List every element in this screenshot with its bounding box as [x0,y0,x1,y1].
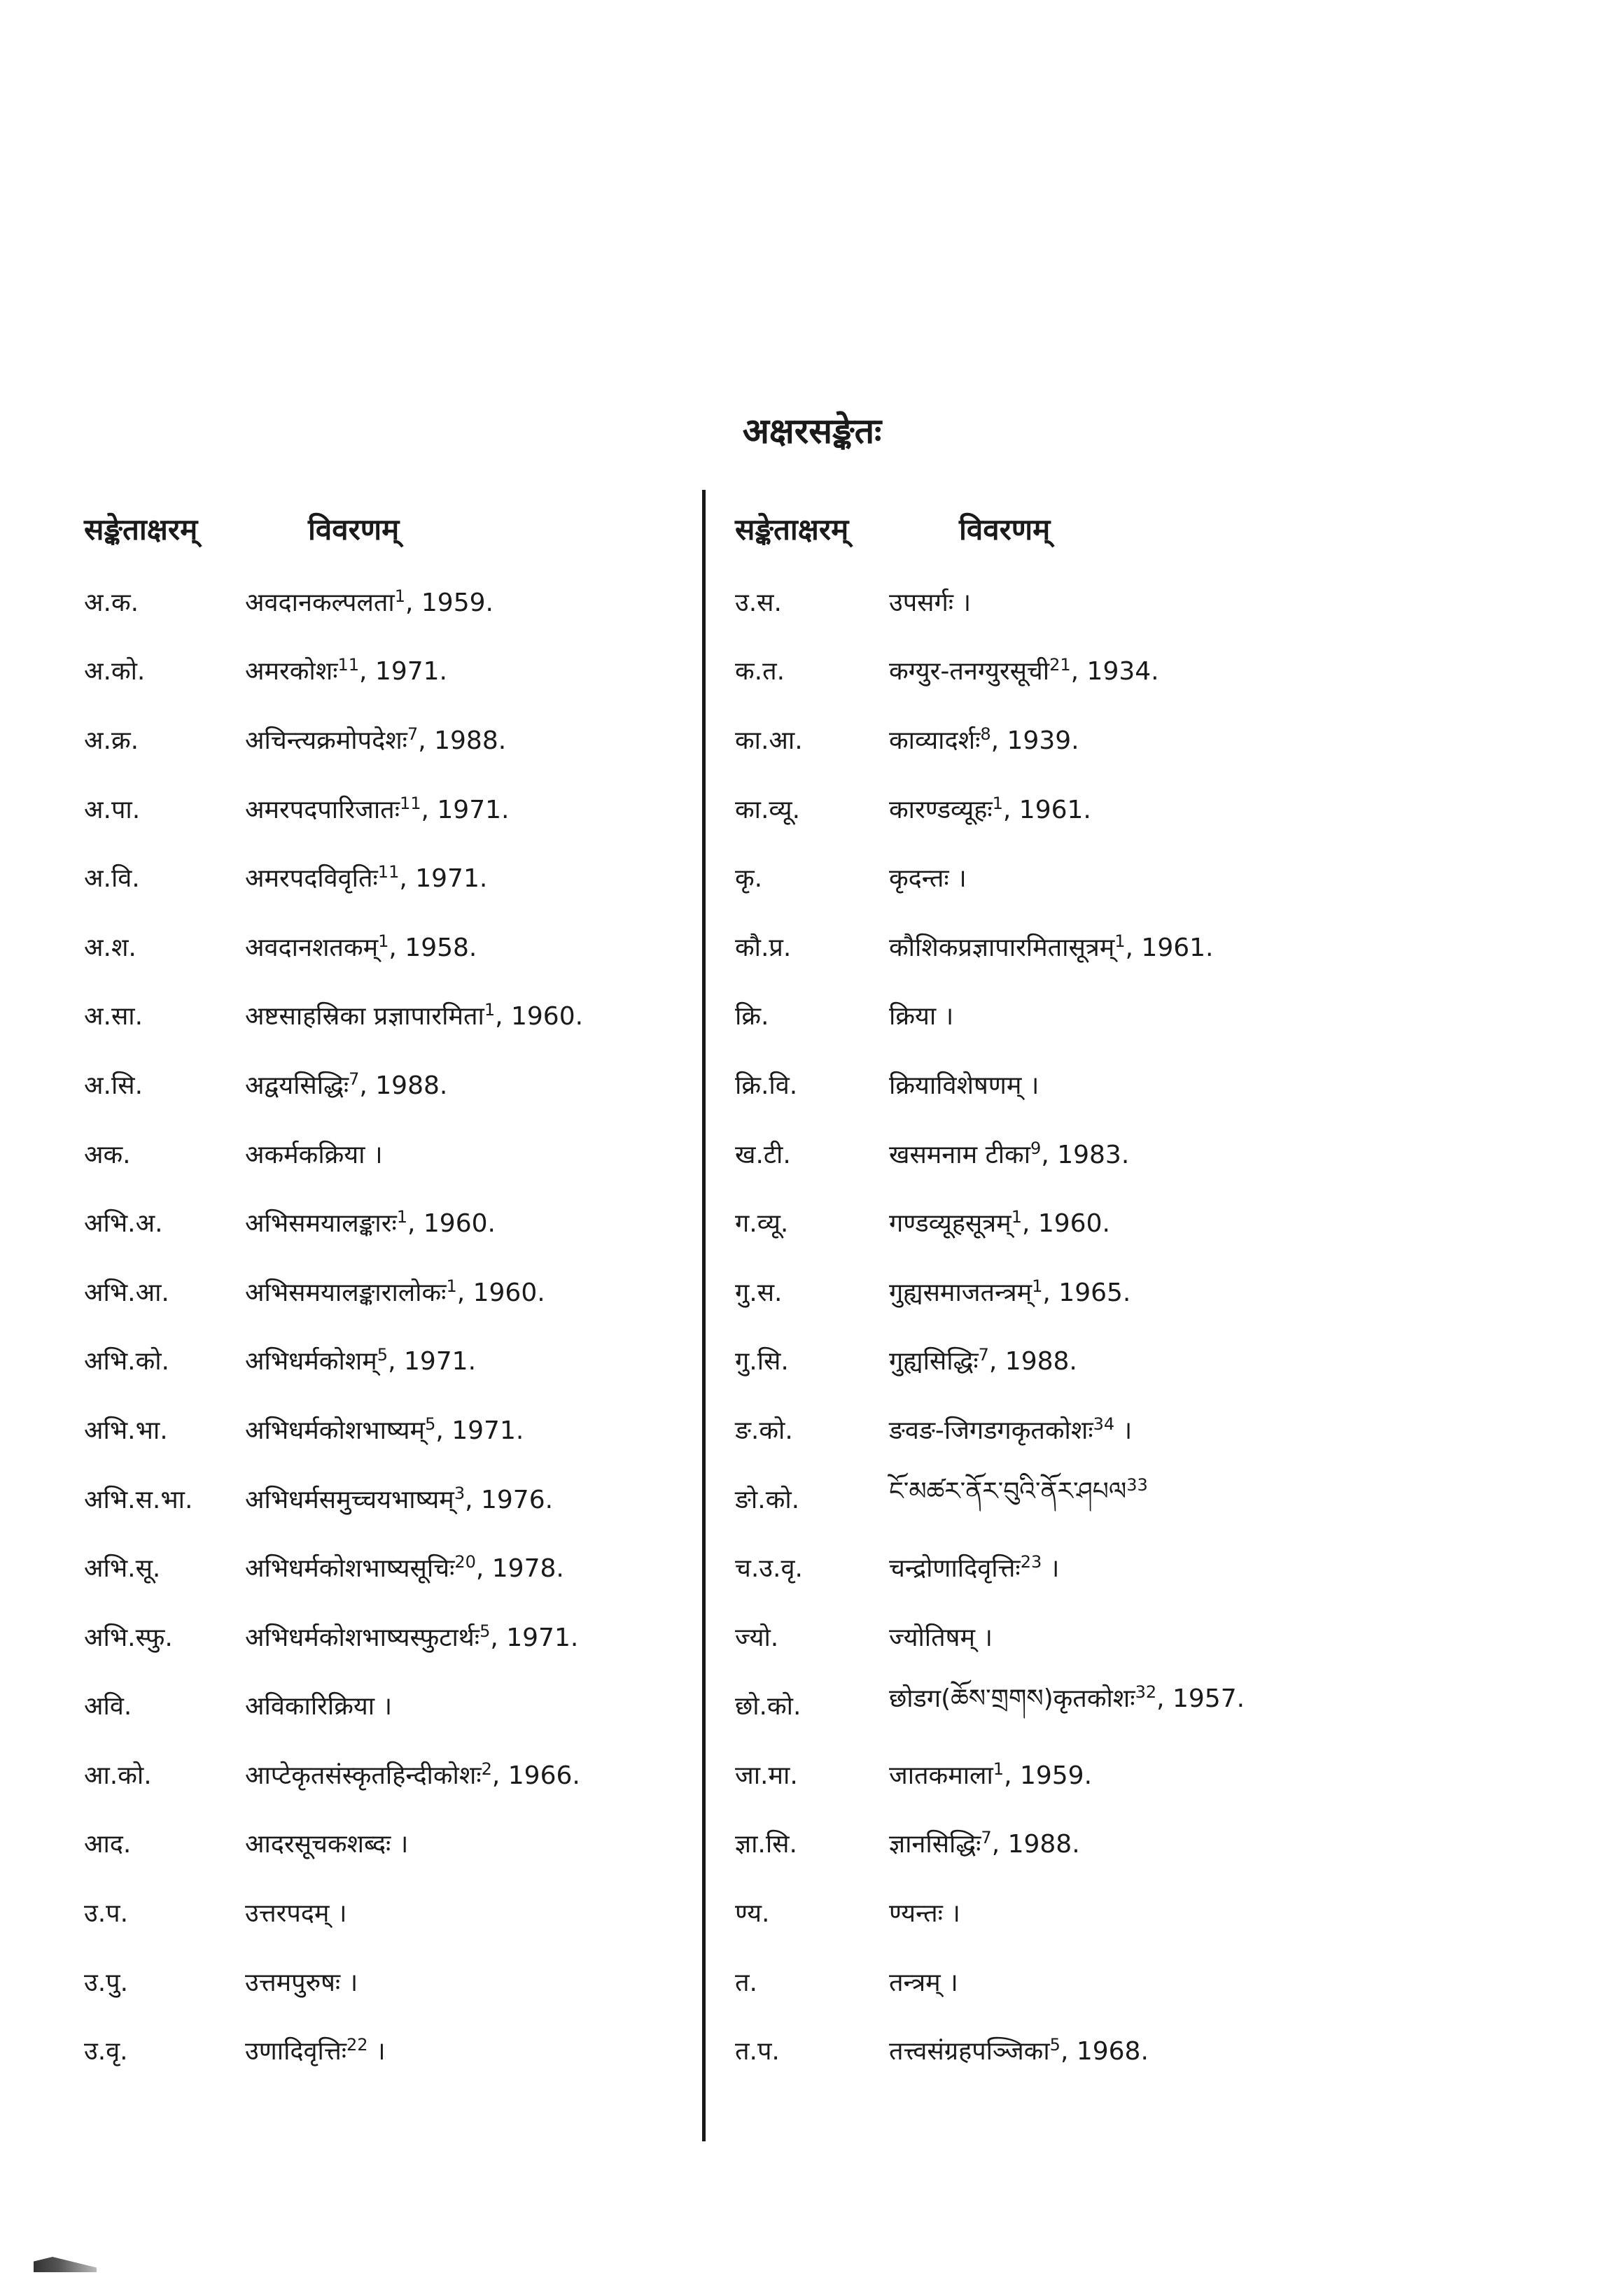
abbreviation-entry [735,1464,1561,1533]
entry-year: , 1960. [456,1278,545,1307]
abbreviation-entry [84,1395,686,1464]
entry-title: कग्युर-तनग्युरसूची [889,657,1050,686]
entry-abbreviation: ण्य. [735,1899,770,1929]
entry-footnote: 5 [377,1345,388,1365]
entry-description [889,929,1213,964]
entry-description [245,653,447,687]
entry-footnote: 1 [993,1759,1004,1779]
abbreviation-entry [735,1050,1561,1119]
abbreviation-entry [735,1809,1561,1878]
entry-year: , 1959. [1004,1761,1093,1790]
entry-year: , 1961. [1125,933,1214,962]
entry-description [889,1205,1110,1239]
entry-abbreviation: ज्यो. [735,1623,779,1652]
entry-description [889,1343,1077,1377]
entry-footnote: 5 [1049,2035,1060,2055]
entry-abbreviation: च.उ.वृ. [735,1554,803,1584]
entry-footnote: 7 [978,1345,989,1365]
entry-description [889,998,953,1032]
right-entry-list [735,567,1561,2085]
entry-year: , 1934. [1070,657,1159,686]
entry-year: , 1971. [490,1623,579,1652]
entry-abbreviation: क्रि. [735,1002,769,1031]
left-column [84,490,686,2085]
entry-title: कारण्डव्यूहः [889,795,993,824]
entry-footnote: 20 [454,1552,476,1572]
entry-abbreviation: उ.वृ. [84,2037,128,2066]
desc-header: विवरणम् [308,512,400,547]
entry-abbreviation: त. [735,1968,757,1997]
entry-abbreviation: गु.सि. [735,1347,789,1376]
entry-description [889,653,1159,687]
entry-footnote: 33 [1126,1475,1148,1495]
entry-description [245,584,493,619]
entry-description [245,1619,578,1654]
entry-title: गण्डव्यूहसूत्रम् [889,1209,1011,1239]
entry-title: अचिन्त्यक्रमोपदेशः [245,726,407,755]
entry-year: , 1988. [418,726,507,755]
entry-year: , 1988. [991,1830,1080,1859]
abbreviation-entry [84,1119,686,1188]
abbreviation-entry [84,843,686,912]
entry-description [245,791,509,826]
entry-title: अभिसमयालङ्कारालोकः [245,1278,447,1307]
entry-year: , 1960. [1021,1209,1110,1239]
entry-description [889,1757,1092,1791]
entry-footnote: 23 [1020,1552,1042,1572]
entry-year: । [368,2037,386,2066]
entry-description [245,1688,392,1722]
entry-description [889,722,1079,756]
entry-year: , 1971. [421,795,510,824]
entry-year: । [1114,1416,1133,1445]
left-entry-list [84,567,686,2085]
entry-abbreviation: उ.प. [84,1899,129,1929]
entry-abbreviation: क.त. [735,657,785,686]
entry-title: अभिधर्मकोशभाष्यसूचिः [245,1554,455,1584]
entry-description [889,860,967,894]
entry-abbreviation: ङो.को. [735,1485,800,1514]
entry-footnote: 1 [1011,1207,1022,1227]
column-divider [702,490,706,2141]
entry-description [889,1412,1132,1446]
entry-abbreviation: ज्ञा.सि. [735,1830,797,1859]
scan-smudge [34,2257,97,2272]
entry-description [889,1136,1129,1171]
entry-footnote: 11 [399,793,421,813]
entry-year: , 1961. [1002,795,1091,824]
entry-title: जातकमाला [889,1761,993,1790]
entry-description [245,2033,386,2067]
entry-abbreviation: का.आ. [735,726,803,755]
entry-abbreviation: ग.व्यू. [735,1209,789,1239]
abbreviation-entry [84,1740,686,1809]
entry-title: अवदानशतकम् [245,933,379,962]
entry-description [889,1274,1130,1309]
entry-title: आदरसूचकशब्दः । [245,1830,409,1859]
entry-description [245,1757,580,1791]
entry-title: तत्त्वसंग्रहपञ्जिका [889,2037,1050,2066]
abbreviation-entry [735,843,1561,912]
entry-title: अभिसमयालङ्कारः [245,1209,397,1239]
entry-title: ण्यन्तः । [889,1899,960,1929]
entry-year: , 1939. [990,726,1079,755]
entry-description [889,1619,993,1654]
entry-description [245,1274,545,1309]
abbreviation-entry [84,1188,686,1257]
abbreviation-entry [735,1878,1561,1947]
desc-header: विवरणम् [959,512,1051,547]
entry-description [245,1412,524,1446]
entry-abbreviation: अ.श. [84,933,136,962]
entry-year: , 1960. [495,1002,584,1031]
entry-footnote: 1 [484,1000,496,1020]
entry-title: अकर्मकक्रिया । [245,1140,383,1169]
abbreviation-entry [84,1326,686,1395]
entry-description [245,929,477,964]
entry-year: , 1960. [407,1209,496,1239]
entry-year: , 1988. [359,1071,448,1100]
entry-description [889,1463,1148,1534]
entry-year: , 1976. [465,1485,554,1514]
entry-footnote: 8 [980,724,991,744]
abbreviation-entry [84,1878,686,1947]
abbreviation-entry [84,1050,686,1119]
abbreviation-entry [84,1533,686,1602]
entry-abbreviation: अभि.भा. [84,1416,168,1445]
entry-footnote: 32 [1135,1682,1157,1702]
entry-footnote: 3 [454,1483,465,1503]
entry-title: अष्टसाहस्रिका प्रज्ञापारमिता [245,1002,484,1031]
entry-abbreviation: अ.वि. [84,864,140,894]
entry-abbreviation: अभि.अ. [84,1209,163,1239]
abbreviation-entry [735,1395,1561,1464]
entry-abbreviation: अ.सि. [84,1071,144,1100]
entry-title: अवदानकल्पलता [245,588,395,617]
entry-footnote: 34 [1093,1414,1115,1434]
entry-abbreviation: का.व्यू. [735,795,801,824]
right-column [735,490,1561,2085]
entry-footnote: 1 [1032,1276,1043,1296]
entry-title: कौशिकप्रज्ञापारमितासूत्रम् [889,933,1115,962]
entry-footnote: 11 [377,862,400,882]
entry-abbreviation: अभि.को. [84,1347,169,1376]
entry-description [889,1067,1039,1101]
entry-abbreviation: अभि.सू. [84,1554,161,1584]
abbr-header: सङ्केताक्षरम् [735,512,849,547]
abbreviation-entry [735,1671,1561,1740]
entry-abbreviation: गु.स. [735,1278,783,1307]
entry-year: , 1966. [491,1761,580,1790]
entry-title: तन्त्रम् । [889,1968,958,1997]
abbreviation-entry [735,1602,1561,1671]
entry-abbreviation: अ.पा. [84,795,141,824]
abbreviation-entry [84,912,686,981]
entry-abbreviation: छो.को. [735,1692,802,1721]
entry-footnote: 5 [479,1621,491,1641]
entry-title: अविकारिक्रिया । [245,1692,393,1721]
entry-title: काव्यादर्शः [889,726,981,755]
entry-footnote: 1 [992,793,1003,813]
left-column-header [84,490,686,567]
entry-description [245,1343,476,1377]
entry-description [245,1136,383,1171]
entry-year: । [1042,1554,1060,1584]
entry-footnote: 2 [481,1759,492,1779]
abbreviation-entry [84,1671,686,1740]
entry-year: , 1971. [388,1347,477,1376]
entry-abbreviation: जा.मा. [735,1761,798,1790]
entry-description [245,1964,358,1999]
entry-abbreviation: कौ.प्र. [735,933,792,962]
entry-abbreviation: कृ. [735,864,763,894]
abbreviation-entry [735,1947,1561,2016]
abbreviation-entry [84,981,686,1050]
abbreviation-entry [84,1809,686,1878]
entry-title: उपसर्गः । [889,588,972,617]
entry-footnote: 1 [394,586,406,606]
entry-description [245,1826,408,1860]
entry-footnote: 21 [1049,655,1071,675]
entry-title: चन्द्रोणादिवृत्तिः [889,1554,1021,1584]
entry-abbreviation: ङ.को. [735,1416,793,1445]
abbreviation-entry [735,912,1561,981]
entry-title: ङवङ-जिगडगकृतकोशः [889,1416,1093,1445]
entry-title: अभिधर्मकोशम् [245,1347,377,1376]
abbreviation-entry [735,1119,1561,1188]
entry-description [889,791,1091,826]
abbreviation-entry [84,1257,686,1326]
entry-title: अभिधर्मकोशभाष्यस्फुटार्थः [245,1623,480,1652]
entry-year: , 1971. [435,1416,524,1445]
abbreviation-entry [735,1257,1561,1326]
entry-description [245,1895,347,1929]
entry-description [889,584,971,619]
entry-year: , 1968. [1060,2037,1149,2066]
entry-abbreviation: अभि.आ. [84,1278,169,1307]
entry-abbreviation: क्रि.वि. [735,1071,798,1100]
abbreviation-entry [735,1188,1561,1257]
entry-title: ངོ་མཚར་ནོར་བུའི་ནོར་ཤཔལ [889,1477,1127,1507]
entry-abbreviation: आ.को. [84,1761,152,1790]
entry-description [889,2033,1149,2067]
abbreviation-entry [84,2015,686,2085]
entry-title: ज्योतिषम् । [889,1623,993,1652]
entry-footnote: 7 [407,724,419,744]
abbreviation-entry [84,705,686,774]
entry-description [245,1550,564,1584]
entry-abbreviation: अ.सा. [84,1002,144,1031]
entry-year: , 1965. [1042,1278,1131,1307]
abbreviation-entry [735,567,1561,636]
abbreviation-entry [84,567,686,636]
entry-title: कृदन्तः । [889,864,967,894]
entry-title: अमरपदपारिजातः [245,795,400,824]
entry-abbreviation: उ.स. [735,588,782,617]
entry-year: , 1958. [388,933,477,962]
entry-year: , 1983. [1041,1140,1130,1169]
entry-abbreviation: त.प. [735,2037,780,2066]
entry-title: अमरकोशः [245,657,338,686]
entry-footnote: 5 [425,1414,436,1434]
right-column-header [735,490,1561,567]
abbreviation-entry [735,1326,1561,1395]
entry-title: उत्तरपदम् । [245,1899,347,1929]
entry-description [889,1964,958,1999]
entry-year: , 1988. [988,1347,1077,1376]
entry-footnote: 9 [1030,1138,1042,1158]
entry-title: अभिधर्मसमुच्चयभाष्यम् [245,1485,454,1514]
abbreviation-entry [735,774,1561,843]
entry-description [889,1826,1080,1860]
entry-footnote: 1 [446,1276,457,1296]
entry-abbreviation: उ.पु. [84,1968,129,1997]
entry-title: क्रिया । [889,1002,954,1031]
entry-title: गुह्यसिद्धिः [889,1347,979,1376]
abbreviation-entry [84,774,686,843]
abbreviation-entry [84,1947,686,2016]
entry-footnote: 1 [396,1207,408,1227]
entry-title: गुह्यसमाजतन्त्रम् [889,1278,1032,1307]
entry-footnote: 11 [337,655,360,675]
entry-year: , 1959. [405,588,493,617]
abbreviation-entry [735,981,1561,1050]
abbreviation-entry [735,2015,1561,2085]
abbreviation-entry [735,1533,1561,1602]
abbreviation-entry [84,1464,686,1533]
entry-footnote: 7 [981,1828,992,1848]
entry-title: ज्ञानसिद्धिः [889,1830,981,1859]
entry-description [889,1670,1245,1741]
entry-description [889,1550,1059,1584]
entry-description [245,998,583,1032]
entry-description [245,722,506,756]
entry-title: उणादिवृत्तिः [245,2037,347,2066]
entry-description [245,1205,496,1239]
entry-year: , 1971. [399,864,488,894]
abbreviation-entry [84,1602,686,1671]
entry-description [245,1481,553,1516]
entry-abbreviation: अ.को. [84,657,146,686]
entry-title: खसमनाम टीका [889,1140,1031,1169]
entry-footnote: 1 [1114,931,1126,951]
abbr-header: सङ्केताक्षरम् [84,512,198,547]
entry-abbreviation: आद. [84,1830,132,1859]
entry-title: क्रियाविशेषणम् । [889,1071,1040,1100]
entry-title: उत्तमपुरुषः । [245,1968,358,1997]
entry-abbreviation: ख.टी. [735,1140,791,1169]
entry-footnote: 7 [349,1069,360,1089]
entry-title: आप्टेकृतसंस्कृतहिन्दीकोशः [245,1761,482,1790]
entry-year: , 1971. [359,657,447,686]
abbreviation-entry [735,1740,1561,1809]
entry-abbreviation: अभि.स्फु. [84,1623,173,1652]
entry-abbreviation: अक. [84,1140,131,1169]
entry-title: छोडग(ཆོས་གྲགས)कृतकोशः [889,1684,1135,1713]
entry-description [889,1895,960,1929]
entry-title: अद्वयसिद्धिः [245,1071,349,1100]
entry-year: , 1978. [475,1554,564,1584]
entry-description [245,1067,447,1101]
page-title: अक्षरसङ्केतः [742,411,882,451]
entry-footnote: 1 [378,931,389,951]
entry-description [245,860,487,894]
entry-title: अभिधर्मकोशभाष्यम् [245,1416,426,1445]
entry-abbreviation: अ.क्र. [84,726,139,755]
entry-abbreviation: अभि.स.भा. [84,1485,193,1514]
entry-footnote: 22 [346,2035,368,2055]
entry-year: , 1957. [1156,1684,1245,1713]
abbreviation-entry [735,705,1561,774]
entry-abbreviation: अवि. [84,1692,132,1721]
abbreviation-entry [84,636,686,705]
entry-title: अमरपदविवृतिः [245,864,378,894]
abbreviation-entry [735,636,1561,705]
entry-abbreviation: अ.क. [84,588,139,617]
